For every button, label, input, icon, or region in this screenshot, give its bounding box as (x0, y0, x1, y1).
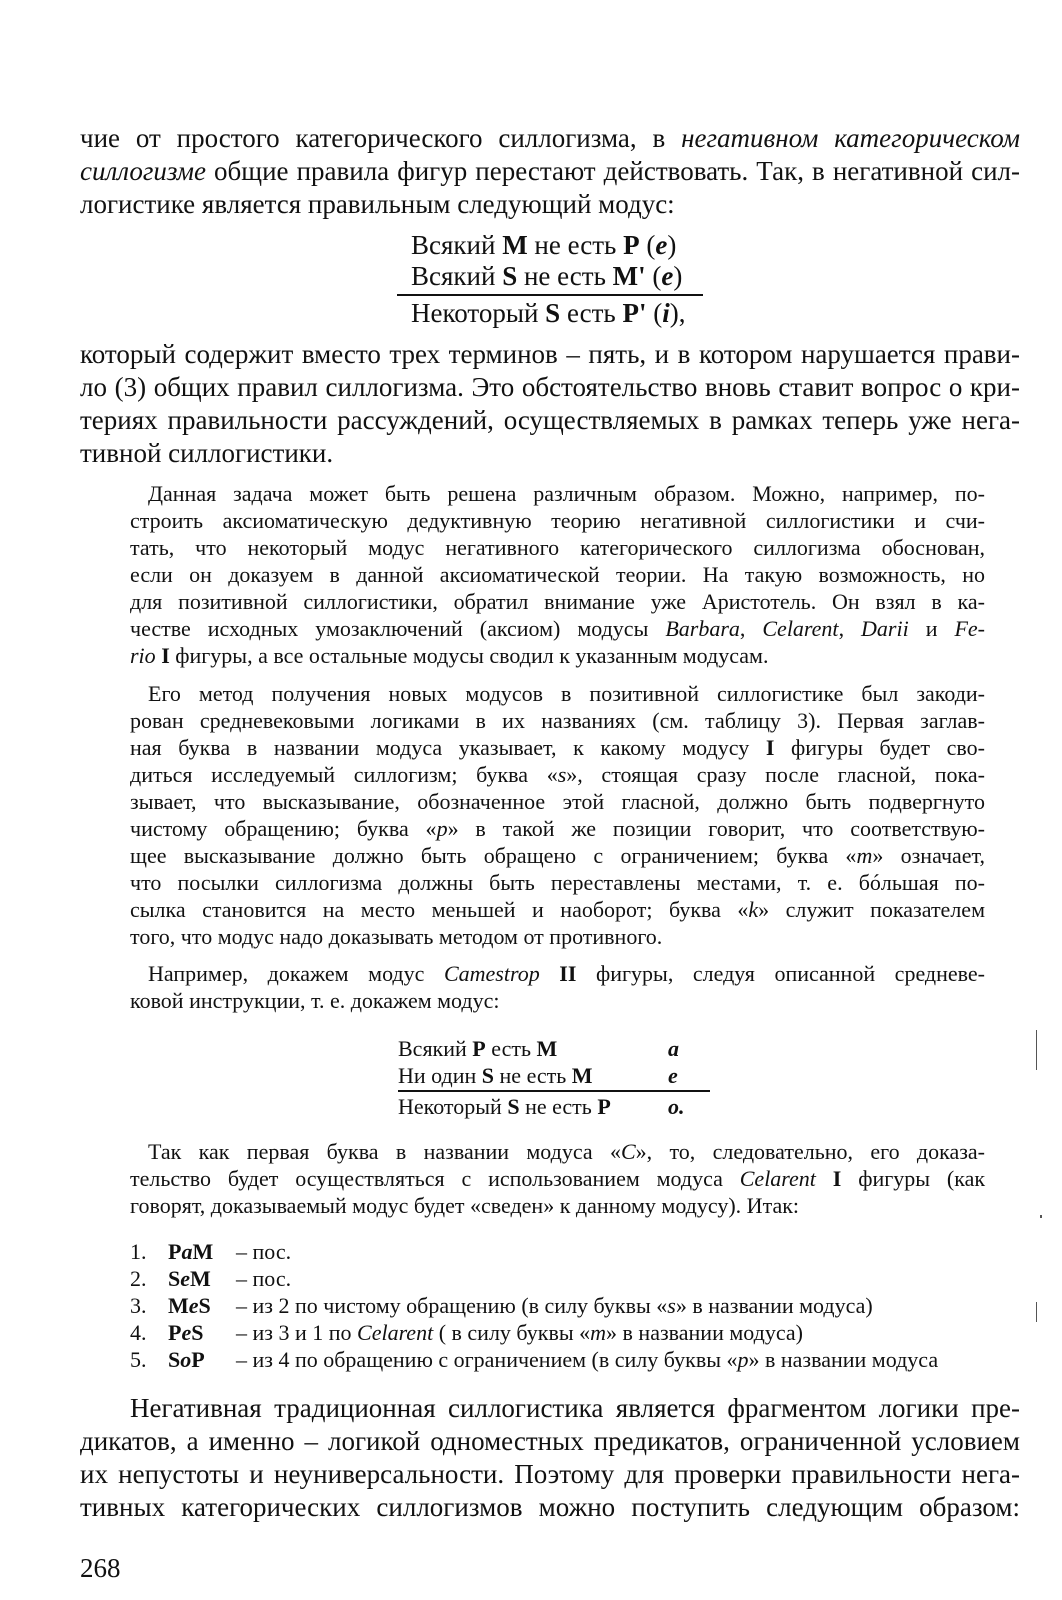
major-premise: Всякий M не есть P (e) (411, 230, 677, 260)
text-line: зывает, что высказывание, обозначенное этой гласной, должно быть подвергнуто (130, 789, 985, 814)
text-line: ная буква в названии модуса указывает, к какому модусу I фигуры будет сво- (130, 735, 986, 760)
text-line: Его метод получения новых модусов в позитивной силлогистике был закоди- (148, 681, 985, 706)
scan-mark (1036, 1030, 1037, 1070)
paragraph-intro (80, 122, 1020, 221)
text-line: териях правильности рассуждений, осуществляемых в рамках теперь уже нега- (80, 405, 1020, 435)
text-line: тельство будет осуществляться с использованием модуса Celarent I фигуры (как (130, 1166, 986, 1191)
paragraph-camestrop (130, 960, 985, 1014)
scan-mark (1040, 1215, 1042, 1218)
proof-step: 1. PaM – пос. (130, 1239, 292, 1264)
text-line: Данная задача может быть решена различным образом. Можно, например, по- (148, 481, 985, 506)
proof-step: 3. MeS – из 2 по чистому обращению (в силу буквы «s» в названии модуса) (130, 1293, 873, 1318)
text-line: диться исследуемый силлогизм; буква «s», стоящая сразу после гласной, пока- (130, 762, 985, 787)
paragraph-medieval-method (130, 680, 985, 950)
conclusion-row: Некоторый S не есть P o. (398, 1094, 685, 1119)
text-line: если он доказуем в данной аксиоматической теории. На такую возможность, но (130, 562, 985, 587)
text-line: сылка становится на место меньшей и наоборот; буква «k» служит показателем (130, 897, 985, 922)
text-line: силлогизме общие правила фигур перестают действовать. Так, в негативной сил- (80, 156, 1020, 186)
text-line: говорят, доказываемый модус будет «сведен» к данному модусу). Итак: (130, 1193, 800, 1218)
text-line: тивных категорических силлогизмов можно поступить следующим образом: (80, 1492, 1020, 1522)
text-line: рован средневековыми логиками в их названиях (см. таблицу 3). Первая заглав- (130, 708, 985, 733)
text-line: дикатов, а именно – логикой одноместных предикатов, ограниченной условием (80, 1426, 1020, 1456)
proof-step: 5. SoP – из 4 по обращению с ограничением (в силу буквы «p» в названии модуса (130, 1347, 939, 1372)
text-line: логистике является правильным следующий модус: (80, 189, 675, 219)
syllogism-camestrop (398, 1035, 718, 1120)
paragraph-five-terms (80, 338, 1020, 470)
text-line: ковой инструкции, т. е. докажем модус: (130, 988, 500, 1013)
text-line: чие от простого категорического силлогизма, в негативном категорическом (80, 123, 1020, 153)
conclusion: Некоторый S есть P' (i), (411, 298, 686, 328)
scan-mark (1036, 1302, 1037, 1322)
text-line: честве исходных умозаключений (аксиом) модусы Barbara, Celarent, Darii и Fe- (130, 616, 985, 641)
inference-line (398, 1090, 710, 1092)
page-number: 268 (80, 1553, 121, 1583)
text-line: щее высказывание должно быть обращено с ограничением; буква «m» означает, (130, 843, 986, 868)
text-line: для позитивной силлогистики, обратил внимание уже Аристотель. Он взял в ка- (130, 589, 985, 614)
text-line: Например, докажем модус Camestrop II фигуры, следуя описанной средневе- (148, 961, 985, 986)
text-line: ло (3) общих правил силлогизма. Это обстоятельство вновь ставит вопрос о кри- (80, 372, 1020, 402)
text-line: строить аксиоматическую дедуктивную теорию негативной силлогистики и счи- (130, 508, 985, 533)
text-line: их непустоты и неуниверсальности. Поэтому для проверки правильности нега- (80, 1459, 1020, 1489)
inference-line (397, 294, 703, 296)
text-line: что посылки силлогизма должны быть переставлены местами, т. е. бóльшая по- (130, 870, 985, 895)
text-line: тивной силлогистики. (80, 438, 334, 468)
text-line: rio I фигуры, а все остальные модусы сводил к указанным модусам. (130, 643, 769, 668)
text-line: который содержит вместо трех терминов – пять, и в котором нарушается прави- (80, 339, 1020, 369)
text-line: чистому обращению; буква «p» в такой же позиции говорит, что соответствую- (130, 816, 986, 841)
proof-steps (130, 1238, 938, 1373)
proof-step: 4. PeS – из 3 и 1 по Celarent ( в силу буквы «m» в названии модуса) (130, 1320, 803, 1345)
syllogism-example-1 (397, 230, 703, 329)
premise-row: Всякий P есть M a (398, 1036, 679, 1061)
proof-step: 2. SeM – пос. (130, 1266, 292, 1291)
text-line: Так как первая буква в названии модуса «C», то, следовательно, его доказа- (148, 1139, 986, 1164)
text-line: Негативная традиционная силлогистика является фрагментом логики пре- (130, 1393, 1020, 1423)
paragraph-axiomatic (130, 480, 985, 669)
premise-row: Ни один S не есть M e (398, 1063, 678, 1088)
text-line: тать, что некоторый модус негативного категорического силлогизма обоснован, (130, 535, 985, 560)
paragraph-celarent (130, 1138, 985, 1219)
minor-premise: Всякий S не есть M' (e) (411, 261, 683, 291)
text-line: того, что модус надо доказывать методом от противного. (130, 924, 663, 949)
paragraph-predicate-logic (80, 1392, 1020, 1524)
